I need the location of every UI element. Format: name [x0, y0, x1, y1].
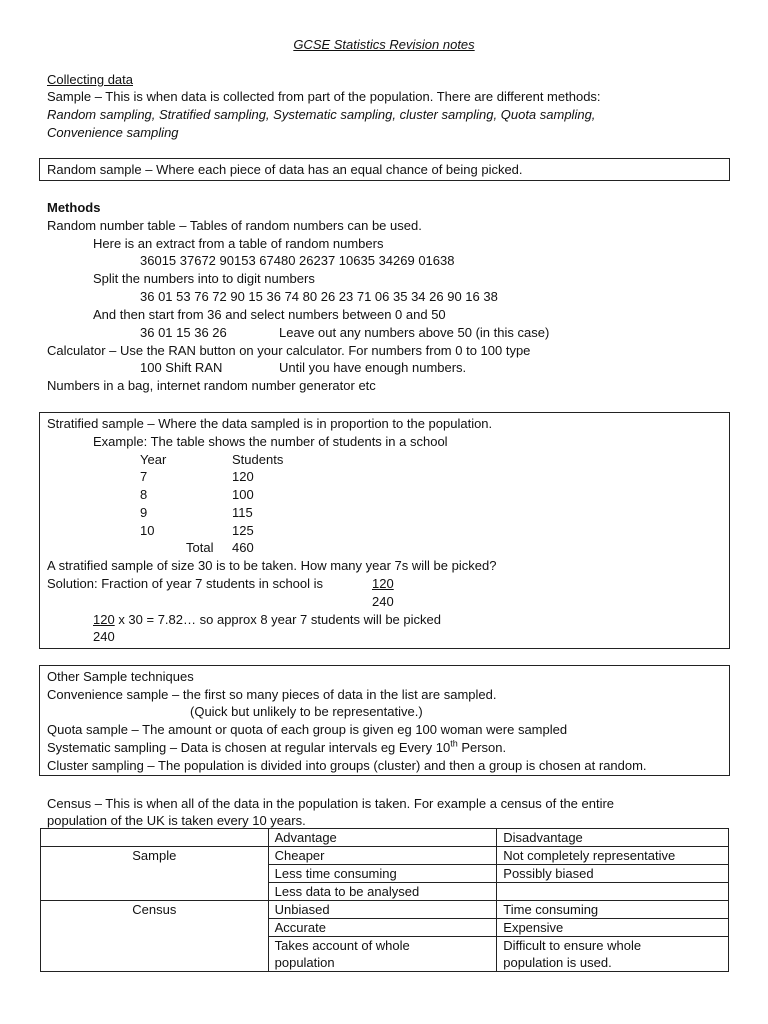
header-cell-advantage: Advantage [268, 829, 497, 847]
convenience-sample-text: Convenience sample – the first so many pieces of data in the list are sampled. [47, 687, 497, 702]
stratified-example: Example: The table shows the number of students in a school [93, 434, 448, 449]
header-cell-disadvantage: Disadvantage [497, 829, 729, 847]
advantage-cell: Less data to be analysed [268, 883, 497, 901]
disadvantage-cell: Possibly biased [497, 865, 729, 883]
calculator-text: Calculator – Use the RAN button on your calculator. For numbers from 0 to 100 type [47, 343, 531, 358]
calculation-line [93, 611, 441, 628]
header-cell [41, 829, 269, 847]
collecting-heading: Collecting data [47, 72, 133, 87]
year-column-header: Year [140, 452, 167, 467]
methods-heading: Methods [47, 200, 101, 215]
advantage-line: Takes account of whole [274, 938, 410, 953]
quota-sample-text: Quota sample – The amount or quota of each group is given eg 100 woman were sampled [47, 722, 568, 737]
calc-denominator: 240 [93, 629, 115, 644]
sample-label-cell: Sample [41, 847, 269, 901]
year-cell: 7 [140, 469, 148, 484]
stratified-definition: Stratified sample – Where the data sampled is in proportion to the population. [47, 416, 493, 431]
year-cell: 9 [140, 505, 148, 520]
cluster-sampling-text: Cluster sampling – The population is divided into groups (cluster) and then a group is chosen at random. [47, 758, 647, 773]
selected-numbers: 36 01 15 36 26 [140, 325, 227, 340]
sampling-methods-list: Random sampling, Stratified sampling, Systematic sampling, cluster sampling, Quota sampling, [47, 107, 596, 122]
students-column-header: Students [232, 452, 284, 467]
disadvantage-cell: Time consuming [497, 901, 729, 919]
disadvantage-cell [497, 883, 729, 901]
year-cell: 10 [140, 523, 155, 538]
fraction-numerator: 120 [372, 576, 394, 591]
random-number-table-text: Random number table – Tables of random numbers can be used. [47, 218, 422, 233]
split-numbers-text: Split the numbers into to digit numbers [93, 271, 315, 286]
systematic-sampling-text [47, 739, 506, 756]
numbers-in-bag-text: Numbers in a bag, internet random number generator etc [47, 378, 376, 393]
disadvantage-line: Difficult to ensure whole [503, 938, 642, 953]
total-value: 460 [232, 540, 254, 555]
page-title: GCSE Statistics Revision notes [293, 37, 475, 52]
advantage-cell: Accurate [268, 919, 497, 937]
disadvantage-line: population is used. [503, 955, 612, 970]
random-sample-definition: Random sample – Where each piece of data has an equal chance of being picked. [47, 162, 523, 177]
systematic-text-b: Person. [457, 740, 507, 755]
random-numbers-extract: 36015 37672 90153 67480 26237 10635 34269 01638 [140, 253, 455, 268]
advantage-cell: Unbiased [268, 901, 497, 919]
enough-numbers-text: Until you have enough numbers. [279, 360, 467, 375]
students-cell: 120 [232, 469, 254, 484]
comparison-table [40, 828, 729, 972]
sampling-methods-list-2: Convenience sampling [47, 125, 179, 140]
shift-ran-text: 100 Shift RAN [140, 360, 223, 375]
fraction-denominator: 240 [372, 594, 394, 609]
table-row [41, 847, 729, 865]
census-definition: Census – This is when all of the data in the population is taken. For example a census of the entire [47, 796, 615, 811]
advantage-cell [268, 937, 497, 972]
disadvantage-cell [497, 937, 729, 972]
systematic-text-a: Systematic sampling – Data is chosen at regular intervals eg Every 10 [47, 740, 451, 755]
other-techniques-heading: Other Sample techniques [47, 669, 194, 684]
students-cell: 125 [232, 523, 254, 538]
two-digit-numbers: 36 01 53 76 72 90 15 36 74 80 26 23 71 06 35 34 26 90 16 38 [140, 289, 498, 304]
stratified-solution: Solution: Fraction of year 7 students in school is [47, 576, 324, 591]
stratified-question: A stratified sample of size 30 is to be taken. How many year 7s will be picked? [47, 558, 497, 573]
extract-text: Here is an extract from a table of random numbers [93, 236, 384, 251]
total-label: Total [186, 540, 214, 555]
table-row [41, 829, 729, 847]
calc-result: x 30 = 7.82… so approx 8 year 7 students will be picked [114, 612, 441, 627]
year-cell: 8 [140, 487, 148, 502]
systematic-superscript: th [450, 738, 458, 749]
disadvantage-cell: Not completely representative [497, 847, 729, 865]
students-cell: 100 [232, 487, 254, 502]
calc-numerator: 120 [93, 612, 115, 627]
advantage-line: population [274, 955, 335, 970]
disadvantage-cell: Expensive [497, 919, 729, 937]
advantage-cell: Cheaper [268, 847, 497, 865]
students-cell: 115 [232, 505, 253, 520]
advantage-cell: Less time consuming [268, 865, 497, 883]
select-numbers-text: And then start from 36 and select numbers between 0 and 50 [93, 307, 446, 322]
convenience-note: (Quick but unlikely to be representative.) [190, 704, 423, 719]
census-label-cell: Census [41, 901, 269, 972]
sample-definition: Sample – This is when data is collected from part of the population. There are different methods: [47, 89, 601, 104]
leave-out-note: Leave out any numbers above 50 (in this case) [279, 325, 550, 340]
table-row [41, 901, 729, 919]
census-definition-2: population of the UK is taken every 10 years. [47, 813, 306, 828]
